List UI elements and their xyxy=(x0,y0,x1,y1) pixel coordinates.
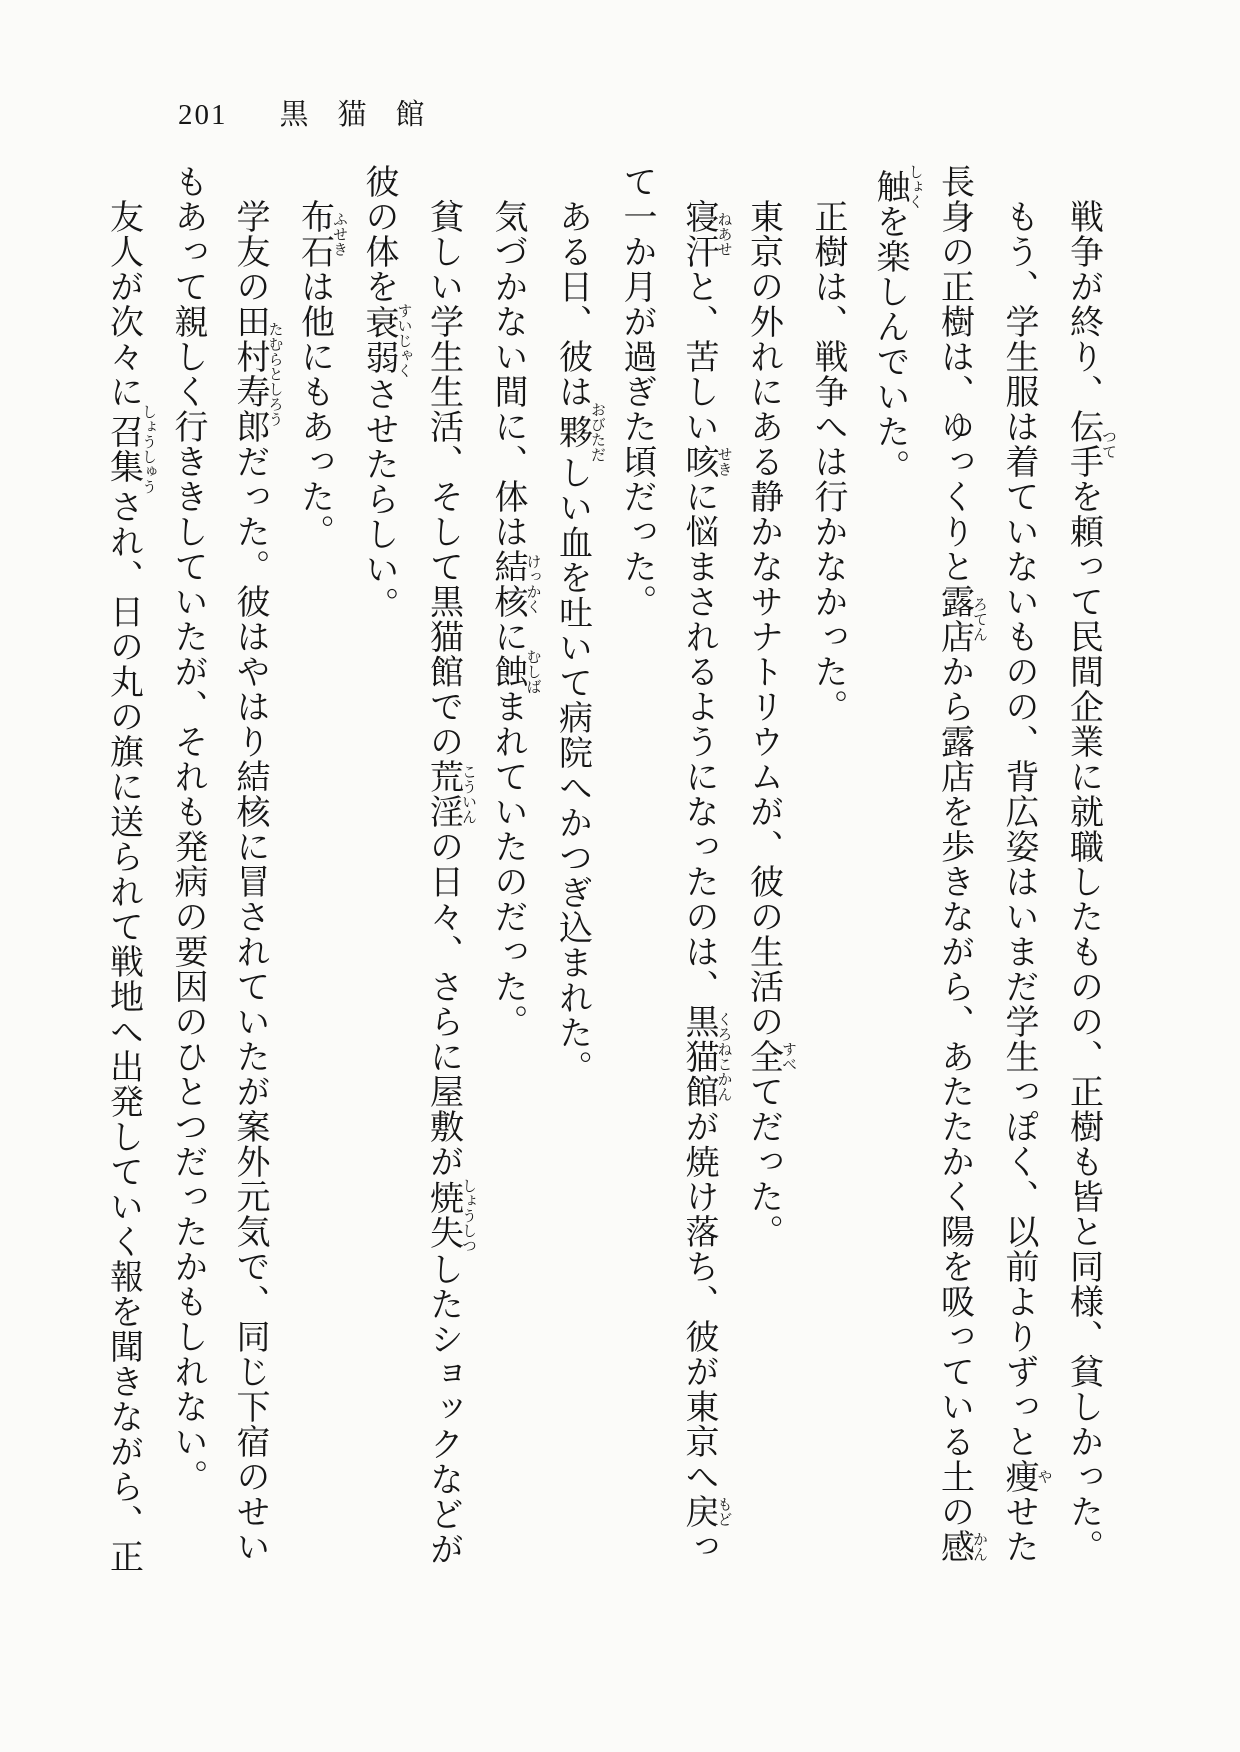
ruby-word: 感かん xyxy=(935,1529,987,1564)
furigana: つて xyxy=(1100,409,1116,479)
furigana: せき xyxy=(715,444,732,479)
ruby-word: 結核けっかく xyxy=(489,549,541,619)
furigana: むしば xyxy=(524,649,541,694)
furigana: ねあせ xyxy=(715,199,732,269)
text-line: 正樹は、戦争へは行かなかった。 xyxy=(809,199,846,724)
ruby-word: 焼失しょうしつ xyxy=(424,1177,476,1253)
text-line: ある日、彼は夥おびただしい血を吐いて病院へかつぎ込まれた。 xyxy=(553,199,605,1085)
ruby-word: 伝手つて xyxy=(1064,409,1116,479)
furigana: かん xyxy=(971,1529,987,1564)
furigana: しょうしつ xyxy=(460,1177,476,1253)
ruby-word: 召集しょうしゅう xyxy=(104,404,156,494)
text-line: 布石ふせきは他にもあった。 xyxy=(295,199,347,549)
furigana: くろねこかん xyxy=(715,1004,732,1109)
ruby-word: 布石ふせき xyxy=(295,199,347,269)
text-line: て一か月が過ぎた頃だった。 xyxy=(618,164,655,619)
text-line: 学友の田村寿郎たむらとしろうだった。彼はやはり結核に冒されていたが案外元気で、同じ下宿のせい xyxy=(231,199,283,1564)
text-body xyxy=(92,164,1117,1594)
text-line: 東京の外れにある静かなサナトリウムが、彼の生活の全すべてだった。 xyxy=(744,199,796,1249)
text-line: もう、学生服は着ていないものの、背広姿はいまだ学生っぽく、以前よりずっと痩やせた xyxy=(1000,199,1052,1564)
furigana: しょうしゅう xyxy=(140,404,156,494)
text-line: 彼の体を衰弱すいじゃくさせたらしい。 xyxy=(360,164,412,622)
text-line: 寝汗ねあせと、苦しい咳せきに悩まされるようになったのは、黒猫館くろねこかんが焼け落ち、彼が東京へ戻もどっ xyxy=(680,199,732,1564)
running-title: 黒 猫 館 xyxy=(279,99,425,131)
ruby-word: 触しょく xyxy=(871,164,923,209)
text-line: 長身の正樹は、ゆっくりと露店ろてんから露店を歩きながら、あたたかく陽を吸っている土の感かん xyxy=(935,164,987,1564)
ruby-word: 全すべ xyxy=(744,1039,796,1074)
furigana: しょく xyxy=(906,164,923,209)
furigana: けっかく xyxy=(524,549,541,619)
furigana: や xyxy=(1035,1459,1052,1494)
text-line: 気づかない間に、体は結核けっかくに蝕むしばまれていたのだった。 xyxy=(489,199,541,1039)
page-number: 201 xyxy=(178,99,228,131)
ruby-word: 露店ろてん xyxy=(935,584,987,654)
furigana: ふせき xyxy=(331,199,347,269)
ruby-word: 夥おびただ xyxy=(553,402,605,462)
text-line: 触しょくを楽しんでいた。 xyxy=(871,164,923,484)
furigana: おびただ xyxy=(589,402,605,462)
ruby-word: 衰弱すいじゃく xyxy=(360,302,412,378)
ruby-word: 田村寿郎たむらとしろう xyxy=(231,304,283,444)
page-header xyxy=(178,92,425,133)
ruby-word: 寝汗ねあせ xyxy=(680,199,732,269)
text-line: 友人が次々に召集しょうしゅうされ、日の丸の旗に送られて戦地へ出発していく報を聞きながら、正 xyxy=(104,199,156,1574)
furigana: もど xyxy=(715,1494,732,1529)
furigana: こういん xyxy=(460,759,476,829)
furigana: すべ xyxy=(780,1039,796,1074)
ruby-word: 黒猫館くろねこかん xyxy=(680,1004,732,1109)
furigana: すいじゃく xyxy=(395,302,412,378)
furigana: ろてん xyxy=(971,584,987,654)
ruby-word: 蝕むしば xyxy=(489,649,541,694)
text-line: もあって親しく行ききしていたが、それも発病の要因のひとつだったかもしれない。 xyxy=(169,164,206,1494)
text-line: 貧しい学生生活、そして黒猫館での荒淫こういんの日々、さらに屋敷が焼失しょうしつしたショックなどが xyxy=(424,199,476,1567)
ruby-word: 咳せき xyxy=(680,444,732,479)
furigana: たむらとしろう xyxy=(266,304,283,444)
text-line: 戦争が終り、伝手つてを頼って民間企業に就職したものの、正樹も皆と同様、貧しかった。 xyxy=(1064,199,1116,1564)
ruby-word: 荒淫こういん xyxy=(424,759,476,829)
ruby-word: 戻もど xyxy=(680,1494,732,1529)
ruby-word: 痩や xyxy=(1000,1459,1052,1494)
